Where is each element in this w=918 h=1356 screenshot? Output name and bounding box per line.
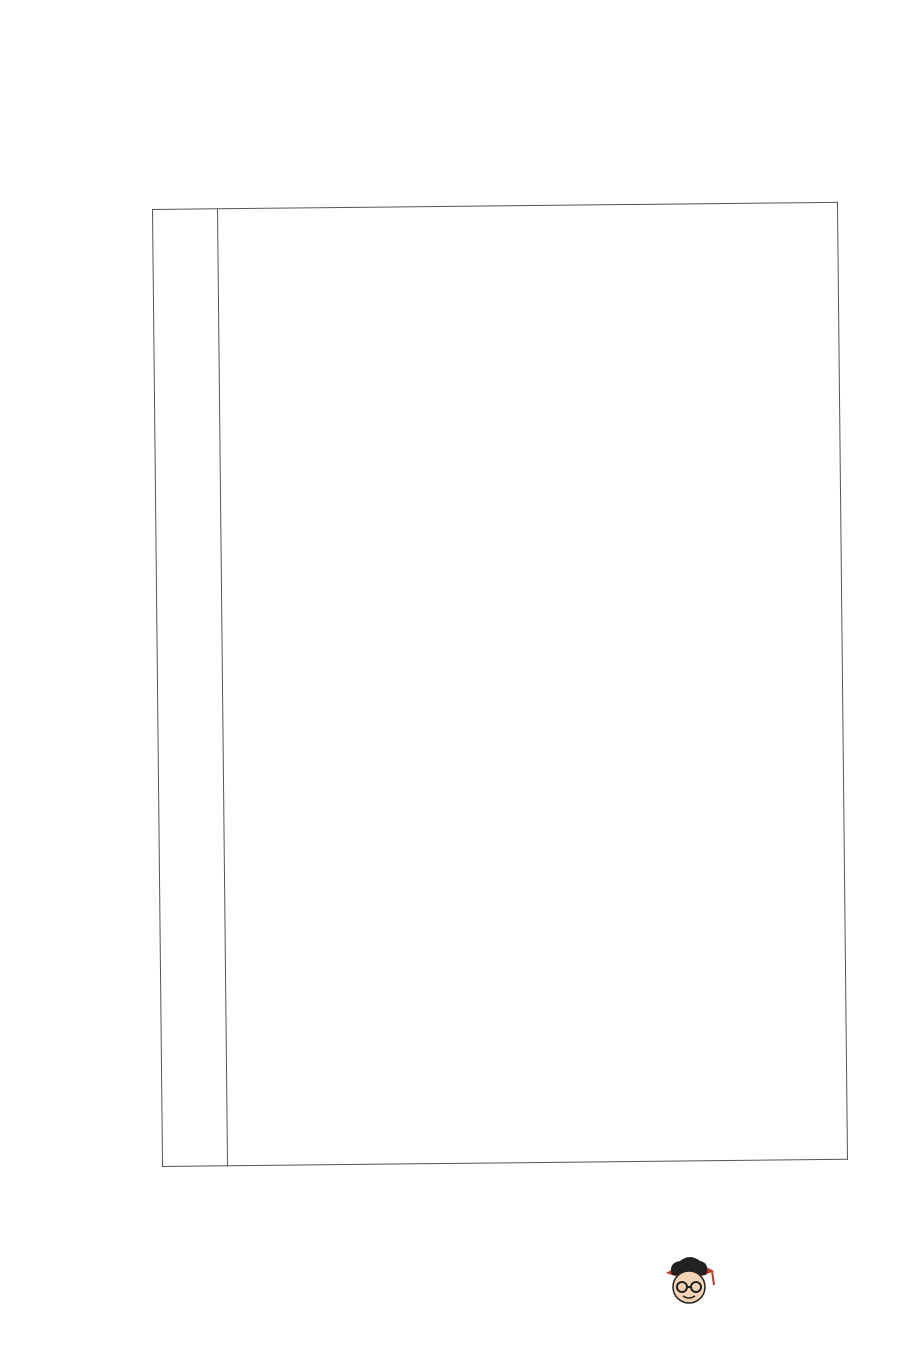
faded-header-text (292, 61, 442, 82)
table-header-row (153, 202, 848, 1166)
question-table (152, 202, 848, 1167)
question-table-sheet (152, 202, 848, 1167)
header-questions (218, 202, 848, 1165)
collegedunia-logo (660, 1247, 888, 1317)
mascot-icon (660, 1251, 718, 1309)
header-question-no (153, 209, 228, 1167)
